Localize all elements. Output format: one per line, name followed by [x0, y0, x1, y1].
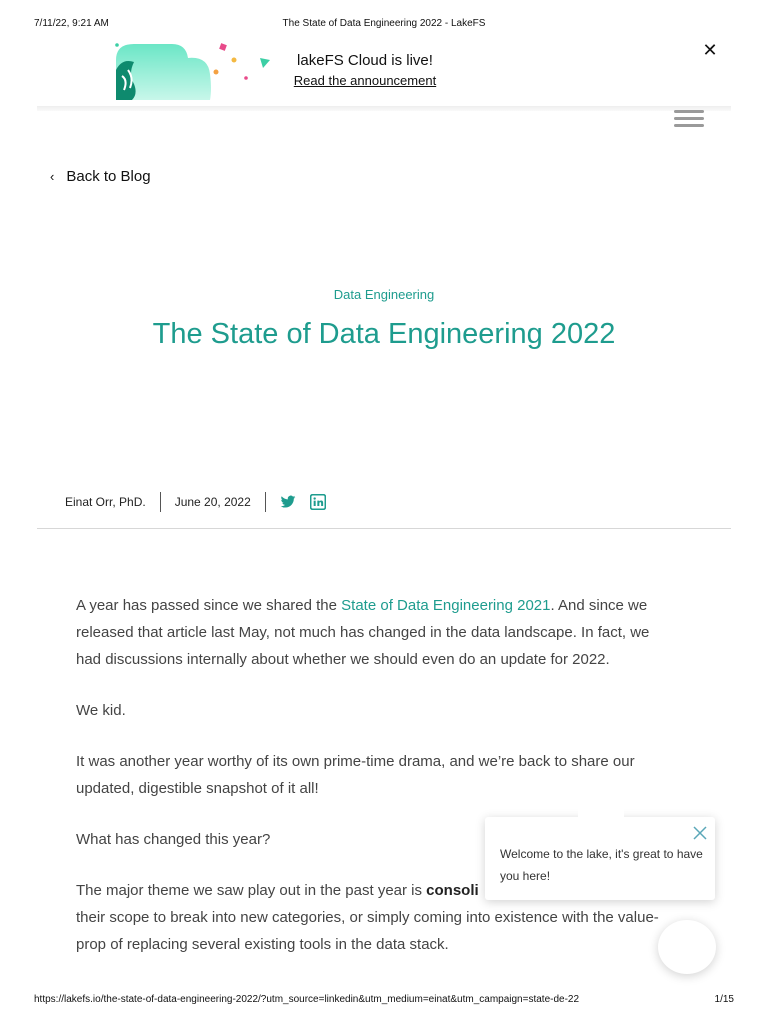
paragraph [76, 592, 676, 673]
meta-separator [160, 492, 161, 512]
paragraph-text: The major theme we saw play out in the past year is [76, 882, 427, 899]
back-to-blog-link[interactable] [50, 168, 151, 185]
meta-separator [265, 492, 266, 512]
banner-illustration [112, 40, 277, 102]
menu-icon[interactable] [674, 110, 704, 130]
paragraph-text: . And since we released that article last May, not much has changed in the data landscape. In fact, we had discussions internally about whether we should even do an update for 2022. [76, 597, 650, 668]
close-icon[interactable] [693, 826, 707, 840]
author-name: Einat Orr, PhD. [65, 495, 146, 509]
state-of-data-engineering-2021-link[interactable]: State of Data Engineering 2021 [341, 597, 551, 614]
article-body [76, 592, 676, 982]
meta-divider [37, 528, 731, 529]
chevron-left-icon: ‹ [50, 169, 55, 184]
back-to-blog-label: Back to Blog [66, 168, 151, 185]
chat-notch [578, 808, 624, 822]
twitter-icon[interactable] [280, 494, 296, 510]
close-icon[interactable]: ✕ [702, 40, 718, 60]
announcement-link[interactable]: Read the announcement [293, 73, 437, 88]
article-meta [65, 492, 326, 512]
banner-title: lakeFS Cloud is live! [297, 52, 433, 69]
paragraph-text: A year has passed since we shared the [76, 597, 342, 614]
banner-divider [37, 106, 731, 111]
publish-date: June 20, 2022 [174, 495, 251, 509]
article-title: The State of Data Engineering 2022 [152, 318, 616, 350]
paragraph: What has changed this year? [76, 831, 271, 848]
paragraph-text: their scope to break into new categories, or simply coming into existence with the value-prop of replacing several existing tools in the data stack. [76, 909, 659, 953]
chat-popup [485, 817, 715, 900]
category-tag[interactable]: Data Engineering [333, 287, 435, 302]
paragraph: We kid. [76, 702, 126, 719]
paragraph-bold-text: consoli [426, 882, 479, 899]
print-title: The State of Data Engineering 2022 - LakeFS [282, 18, 486, 29]
print-url: https://lakefs.io/the-state-of-data-engineering-2022/?utm_source=linkedin&utm_medium=einat&utm_campaign=state-de-22 [34, 994, 580, 1005]
print-page-number: 1/15 [714, 994, 734, 1005]
print-date: 7/11/22, 9:21 AM [34, 18, 109, 29]
linkedin-icon[interactable] [310, 494, 326, 510]
chat-message: Welcome to the lake, it's great to have you here! [500, 847, 703, 883]
paragraph: It was another year worthy of its own prime-time drama, and we’re back to share our updated, digestible snapshot of it all! [76, 753, 635, 797]
chat-launcher-button[interactable] [658, 920, 716, 974]
